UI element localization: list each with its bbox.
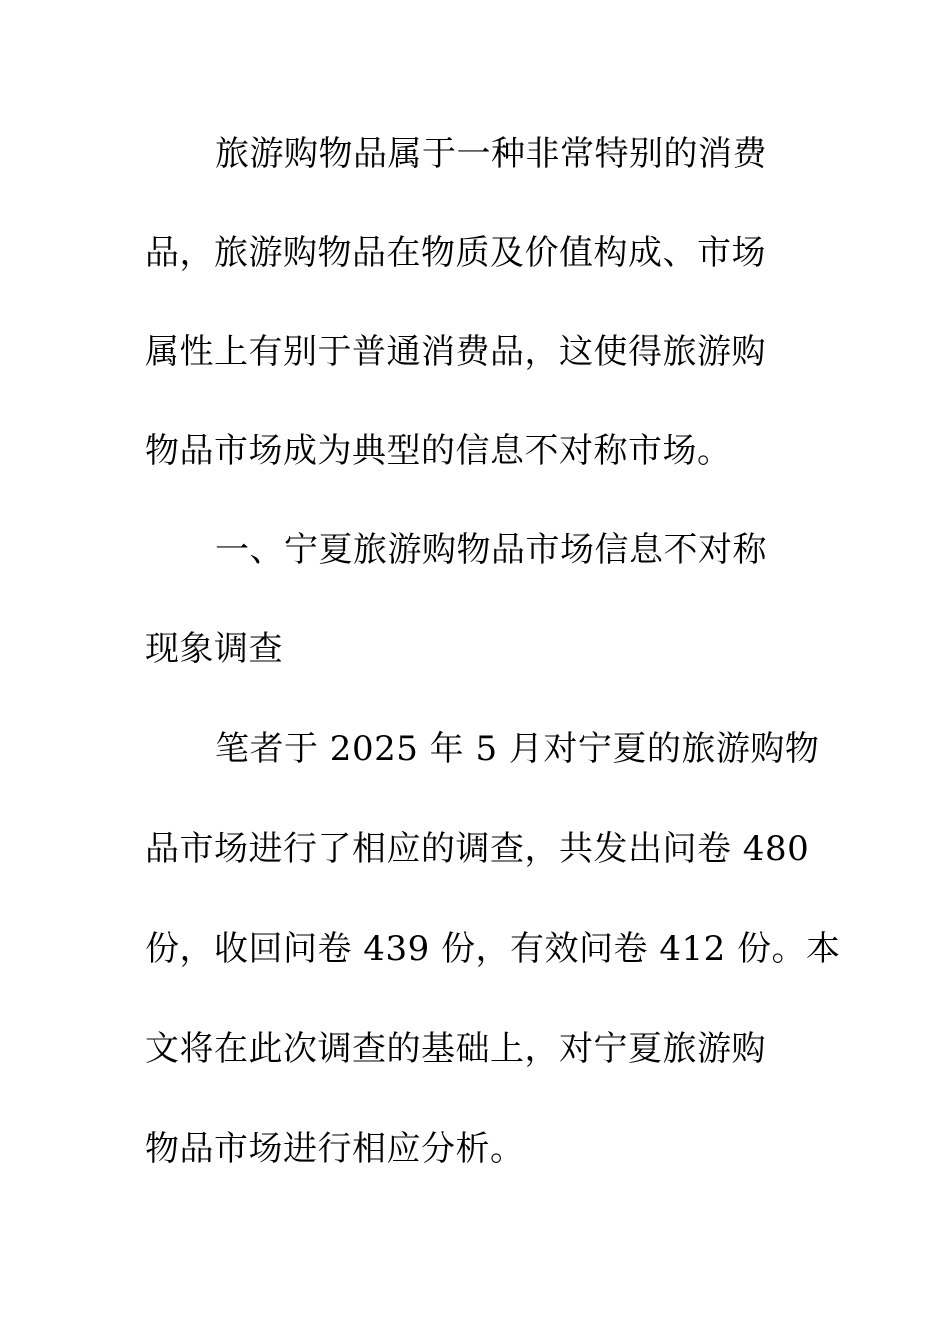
paragraph-line: 物品市场成为典型的信息不对称市场。 xyxy=(145,431,732,471)
paragraph-line: 文将在此次调查的基础上，对宁夏旅游购 xyxy=(145,1029,766,1069)
paragraph-line: 旅游购物品属于一种非常特别的消费 xyxy=(215,134,767,174)
paragraph-line: 品市场进行了相应的调查，共发出问卷 480 xyxy=(145,829,810,869)
heading-line: 一、宁夏旅游购物品市场信息不对称 xyxy=(215,530,767,570)
paragraph-line: 品，旅游购物品在物质及价值构成、市场 xyxy=(145,233,766,273)
heading-line: 现象调查 xyxy=(145,629,283,669)
paragraph-line: 份，收回问卷 439 份，有效问卷 412 份。本 xyxy=(145,929,841,969)
paragraph-line: 笔者于 2025 年 5 月对宁夏的旅游购物 xyxy=(215,729,820,769)
paragraph-line: 属性上有别于普通消费品，这使得旅游购 xyxy=(145,332,766,372)
paragraph-line: 物品市场进行相应分析。 xyxy=(145,1129,525,1169)
